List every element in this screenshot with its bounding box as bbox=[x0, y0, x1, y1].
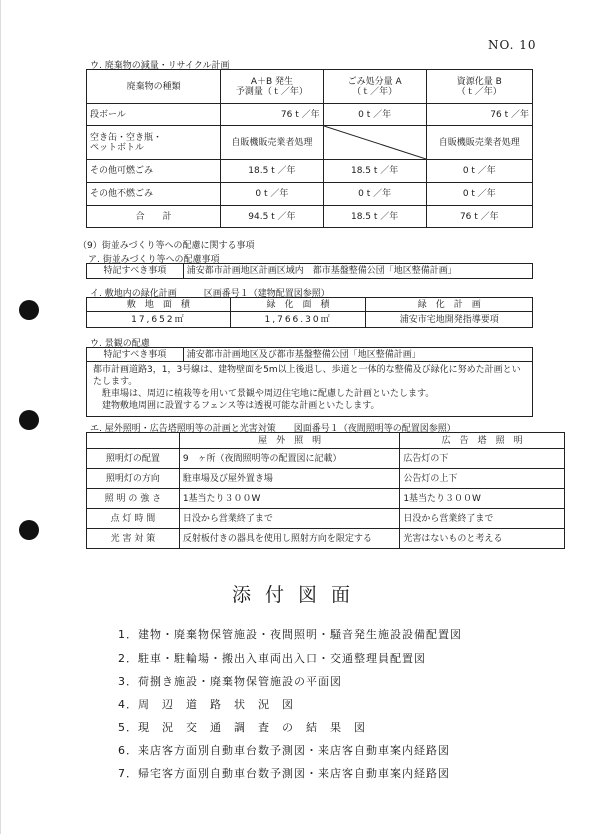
table-row bbox=[87, 509, 565, 529]
binder-hole bbox=[19, 520, 39, 540]
attachment-item: 7．帰宅客方面別自動車台数予測図・来店客自動車案内経路図 bbox=[118, 767, 450, 780]
attachment-item: 3．荷捌き施設・廃棄物保管施設の平面図 bbox=[118, 675, 342, 688]
landscape-table bbox=[86, 347, 533, 417]
waste-header-row bbox=[87, 70, 533, 104]
waste-disp: 0 t ／年 bbox=[323, 183, 426, 206]
attachment-item: 4．周 辺 道 路 状 況 図 bbox=[118, 698, 294, 711]
table-row bbox=[87, 529, 565, 549]
lighting-sign: 光害はないものと考える bbox=[400, 529, 565, 549]
section9-a-title: ア. 街並みづくり等への配慮事項 bbox=[88, 255, 220, 265]
section9-i-title: イ. 敷地内の緑化計画 区画番号１（建物配置図参照） bbox=[90, 289, 330, 299]
table-row bbox=[87, 183, 533, 206]
waste-header-type: 廃棄物の種類 bbox=[87, 70, 221, 104]
lighting-header-outdoor: 屋 外 照 明 bbox=[179, 433, 400, 449]
lighting-header-empty bbox=[87, 433, 180, 449]
landscape-label: 特記すべき事項 bbox=[87, 348, 184, 362]
lighting-outdoor: 日没から営業終了まで bbox=[179, 509, 400, 529]
lighting-outdoor: 9 ヶ所（夜間照明等の配置図に記載） bbox=[179, 449, 400, 469]
attachment-item: 6．来店客方面別自動車台数予測図・来店客自動車案内経路図 bbox=[118, 744, 450, 757]
table-row bbox=[87, 489, 565, 509]
lighting-outdoor: 駐車場及び屋外置き場 bbox=[179, 469, 400, 489]
lighting-sign: 日没から営業終了まで bbox=[400, 509, 565, 529]
waste-disp: 0 t ／年 bbox=[323, 104, 426, 126]
waste-type: その他不燃ごみ bbox=[87, 183, 221, 206]
waste-section-title: ウ. 廃棄物の減量・リサイクル計画 bbox=[90, 61, 230, 71]
table-row bbox=[87, 449, 565, 469]
waste-res: 76 t ／年 bbox=[426, 104, 532, 126]
waste-gen: 0 t ／年 bbox=[221, 183, 323, 206]
waste-res: 0 t ／年 bbox=[426, 160, 532, 183]
section9-title: （9）街並みづくり等への配慮に関する事項 bbox=[78, 241, 255, 251]
lighting-outdoor: 1基当たり３００W bbox=[179, 489, 400, 509]
landscape-text: 都市計画道路3，1，3号線は、建物壁面を5m以上後退し、歩道と一体的な整備及び緑化に努めた計画といたします。 駐車場は、周辺に植栽等を用いて景観や周辺住宅地に配慮した計画といたします。 建物敷地周囲に設置するフェンス等は透視可能な計画といたします。 bbox=[87, 362, 533, 417]
waste-type: 空き缶・空き瓶・ ペットボトル bbox=[87, 126, 221, 160]
waste-disp: 18.5 t ／年 bbox=[323, 160, 426, 183]
waste-res: 自販機販売業者処理 bbox=[426, 126, 532, 160]
greening-table bbox=[86, 297, 533, 328]
page-number: NO. 10 bbox=[488, 38, 537, 52]
waste-gen: 18.5 t ／年 bbox=[221, 160, 323, 183]
binder-hole bbox=[19, 410, 39, 430]
waste-res: 0 t ／年 bbox=[426, 183, 532, 206]
lighting-sign: 1基当たり３００W bbox=[400, 489, 565, 509]
greening-header-plan: 緑 化 計 画 bbox=[366, 298, 533, 312]
lighting-label: 照明灯の方向 bbox=[87, 469, 180, 489]
waste-type: 合 計 bbox=[87, 206, 221, 228]
lighting-label: 点 灯 時 間 bbox=[87, 509, 180, 529]
table-row bbox=[87, 104, 533, 126]
waste-disp-na bbox=[323, 126, 426, 160]
lighting-sign: 公告灯の上下 bbox=[400, 469, 565, 489]
attachments-title: 添付図面 bbox=[232, 584, 365, 606]
lighting-label: 照 明 の 強 さ bbox=[87, 489, 180, 509]
lighting-label: 照明灯の配置 bbox=[87, 449, 180, 469]
waste-header-disp: ごみ処分量 A （ｔ／年） bbox=[323, 70, 426, 104]
waste-header-gen: A＋B 発生 予測量（ｔ／年） bbox=[221, 70, 323, 104]
waste-gen: 自販機販売業者処理 bbox=[221, 126, 323, 160]
lighting-header-sign: 広 告 塔 照 明 bbox=[400, 433, 565, 449]
table-row-total bbox=[87, 206, 533, 228]
lighting-table bbox=[86, 432, 565, 549]
binder-hole bbox=[19, 300, 39, 320]
waste-type: その他可燃ごみ bbox=[87, 160, 221, 183]
diagonal-line bbox=[324, 126, 426, 159]
greening-site-area: 17,652㎡ bbox=[87, 312, 231, 328]
attachment-item: 1．建物・廃棄物保管施設・夜間照明・騒音発生施設設備配置図 bbox=[118, 628, 462, 641]
table-row bbox=[87, 126, 533, 160]
waste-table bbox=[86, 69, 533, 228]
section9-u-title: ウ. 景観の配慮 bbox=[90, 339, 150, 349]
waste-res: 76 t ／年 bbox=[426, 206, 532, 228]
lighting-label: 光 害 対 策 bbox=[87, 529, 180, 549]
lighting-outdoor: 反射板付きの器具を使用し照射方向を限定する bbox=[179, 529, 400, 549]
section9-a-table bbox=[86, 263, 533, 279]
greening-green-area: 1,766.30㎡ bbox=[230, 312, 366, 328]
waste-gen: 94.5 t ／年 bbox=[221, 206, 323, 228]
section9-a-label: 特記すべき事項 bbox=[87, 264, 184, 279]
greening-header-area: 緑 化 面 積 bbox=[230, 298, 366, 312]
table-row bbox=[87, 469, 565, 489]
table-row bbox=[87, 160, 533, 183]
landscape-value: 浦安都市計画地区及び都市基盤整備公団「地区整備計画」 bbox=[183, 348, 532, 362]
waste-disp: 18.5 t ／年 bbox=[323, 206, 426, 228]
lighting-sign: 広告灯の下 bbox=[400, 449, 565, 469]
attachment-item: 5．現 況 交 通 調 査 の 結 果 図 bbox=[118, 721, 366, 734]
section9-e-title: エ. 屋外照明・広告塔照明等の計画と光害対策 図面番号１（夜間照明等の配置図参照） bbox=[90, 424, 456, 434]
greening-header-site: 敷 地 面 積 bbox=[87, 298, 231, 312]
waste-gen: 76 t ／年 bbox=[221, 104, 323, 126]
waste-type: 段ボール bbox=[87, 104, 221, 126]
section9-a-value: 浦安都市計画地区計画区域内 都市基盤整備公団「地区整備計画」 bbox=[183, 264, 532, 279]
attachment-item: 2．駐車・駐輪場・搬出入車両出入口・交通整理員配置図 bbox=[118, 652, 426, 665]
greening-plan: 浦安市宅地開発指導要項 bbox=[366, 312, 533, 328]
lighting-header-row bbox=[87, 433, 565, 449]
waste-header-res: 資源化量 B （ｔ／年） bbox=[426, 70, 532, 104]
